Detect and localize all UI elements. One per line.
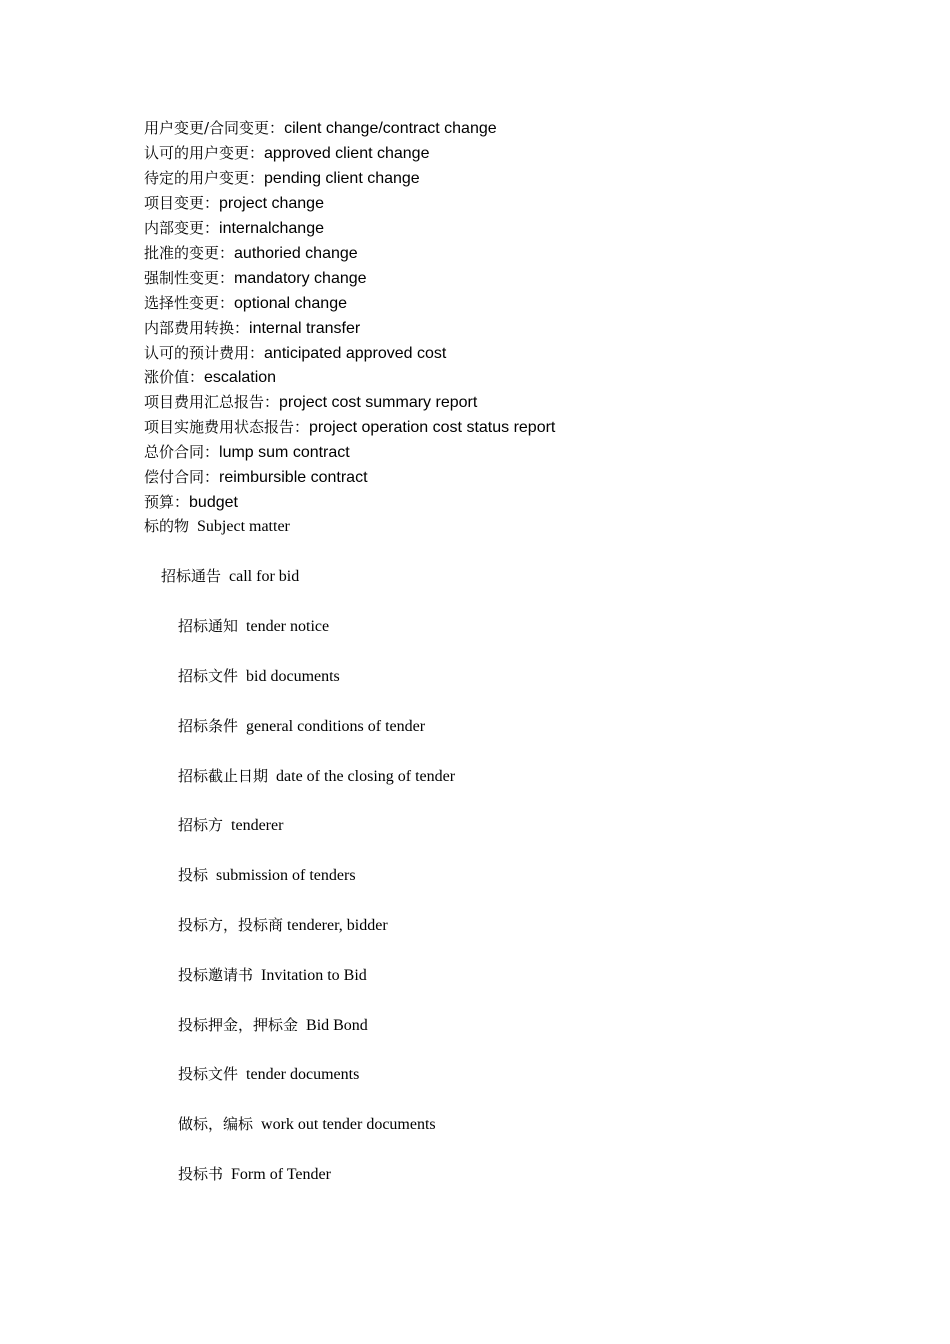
term-zh: 招标截止日期 [178, 767, 269, 785]
glossary-line [144, 218, 324, 239]
term-zh: 涨价值： [144, 368, 205, 386]
term-en: tender notice [246, 618, 330, 635]
term-en: internal transfer [249, 320, 361, 337]
term-zh: 内部变更： [144, 219, 220, 237]
term-en: Form of Tender [231, 1166, 331, 1183]
glossary-line [144, 293, 347, 314]
term-en: tender documents [246, 1066, 360, 1083]
tender-line [178, 865, 356, 886]
tender-line [178, 915, 388, 936]
term-en: Invitation to Bid [261, 967, 367, 984]
term-zh: 用户变更/合同变更： [144, 119, 285, 137]
glossary-line [144, 118, 497, 139]
glossary-line [144, 343, 446, 364]
term-en: anticipated approved cost [264, 345, 447, 362]
term-zh: 项目变更： [144, 194, 220, 212]
term-en: mandatory change [234, 270, 367, 287]
term-en: internalchange [219, 220, 324, 237]
tender-line [161, 566, 299, 587]
term-zh: 投标押金，押标金 [178, 1016, 299, 1034]
glossary-line [144, 143, 429, 164]
term-zh: 项目费用汇总报告： [144, 393, 280, 411]
term-zh: 做标，编标 [178, 1115, 254, 1133]
tender-line [178, 965, 367, 986]
tender-line [178, 616, 329, 637]
term-en: reimbursible contract [219, 469, 368, 486]
term-zh: 总价合同： [144, 443, 220, 461]
glossary-line [144, 492, 238, 513]
term-en: approved client change [264, 145, 430, 162]
glossary-line [144, 367, 276, 388]
glossary-line [144, 442, 350, 463]
term-zh: 招标通告 [161, 567, 222, 585]
term-zh: 内部费用转换： [144, 319, 250, 337]
tender-line [178, 1064, 359, 1085]
tender-line [178, 1164, 331, 1185]
term-en: Bid Bond [306, 1017, 368, 1034]
term-en: project change [219, 195, 324, 212]
tender-line [178, 666, 340, 687]
term-zh: 招标文件 [178, 667, 239, 685]
term-zh: 批准的变更： [144, 244, 235, 262]
tender-line [178, 815, 283, 836]
term-en: escalation [204, 369, 277, 386]
glossary-line [144, 392, 477, 413]
tender-line [178, 1114, 436, 1135]
glossary-line [144, 467, 368, 488]
term-zh: 选择性变更： [144, 294, 235, 312]
glossary-line [144, 243, 358, 264]
tender-line [144, 516, 290, 537]
term-zh: 强制性变更： [144, 269, 235, 287]
term-en: bid documents [246, 668, 340, 685]
term-en: tenderer, bidder [287, 917, 388, 934]
glossary-line [144, 268, 367, 289]
term-en: optional change [234, 295, 347, 312]
term-zh: 认可的预计费用： [144, 344, 265, 362]
term-en: cilent change/contract change [284, 120, 497, 137]
term-zh: 招标通知 [178, 617, 239, 635]
term-en: tenderer [231, 817, 284, 834]
term-zh: 投标方，投标商 [178, 916, 284, 934]
term-en: project operation cost status report [309, 419, 556, 436]
term-en: submission of tenders [216, 867, 356, 884]
term-en: pending client change [264, 170, 420, 187]
term-en: budget [189, 494, 238, 511]
term-zh: 认可的用户变更： [144, 144, 265, 162]
term-zh: 投标 [178, 866, 209, 884]
glossary-line [144, 193, 324, 214]
glossary-line [144, 318, 360, 339]
term-en: work out tender documents [261, 1116, 436, 1133]
term-zh: 偿付合同： [144, 468, 220, 486]
term-en: call for bid [229, 568, 300, 585]
term-zh: 招标方 [178, 816, 224, 834]
term-en: lump sum contract [219, 444, 350, 461]
glossary-line [144, 417, 555, 438]
term-zh: 项目实施费用状态报告： [144, 418, 310, 436]
term-en: Subject matter [197, 518, 290, 535]
term-zh: 招标条件 [178, 717, 239, 735]
glossary-line [144, 168, 420, 189]
term-zh: 预算： [144, 493, 190, 511]
term-zh: 投标文件 [178, 1065, 239, 1083]
term-zh: 投标书 [178, 1165, 224, 1183]
tender-line [178, 766, 455, 787]
term-en: project cost summary report [279, 394, 478, 411]
term-zh: 标的物 [144, 517, 190, 535]
term-en: authoried change [234, 245, 358, 262]
tender-line [178, 716, 425, 737]
term-zh: 待定的用户变更： [144, 169, 265, 187]
tender-line [178, 1015, 368, 1036]
term-en: general conditions of tender [246, 718, 426, 735]
term-en: date of the closing of tender [276, 768, 456, 785]
term-zh: 投标邀请书 [178, 966, 254, 984]
